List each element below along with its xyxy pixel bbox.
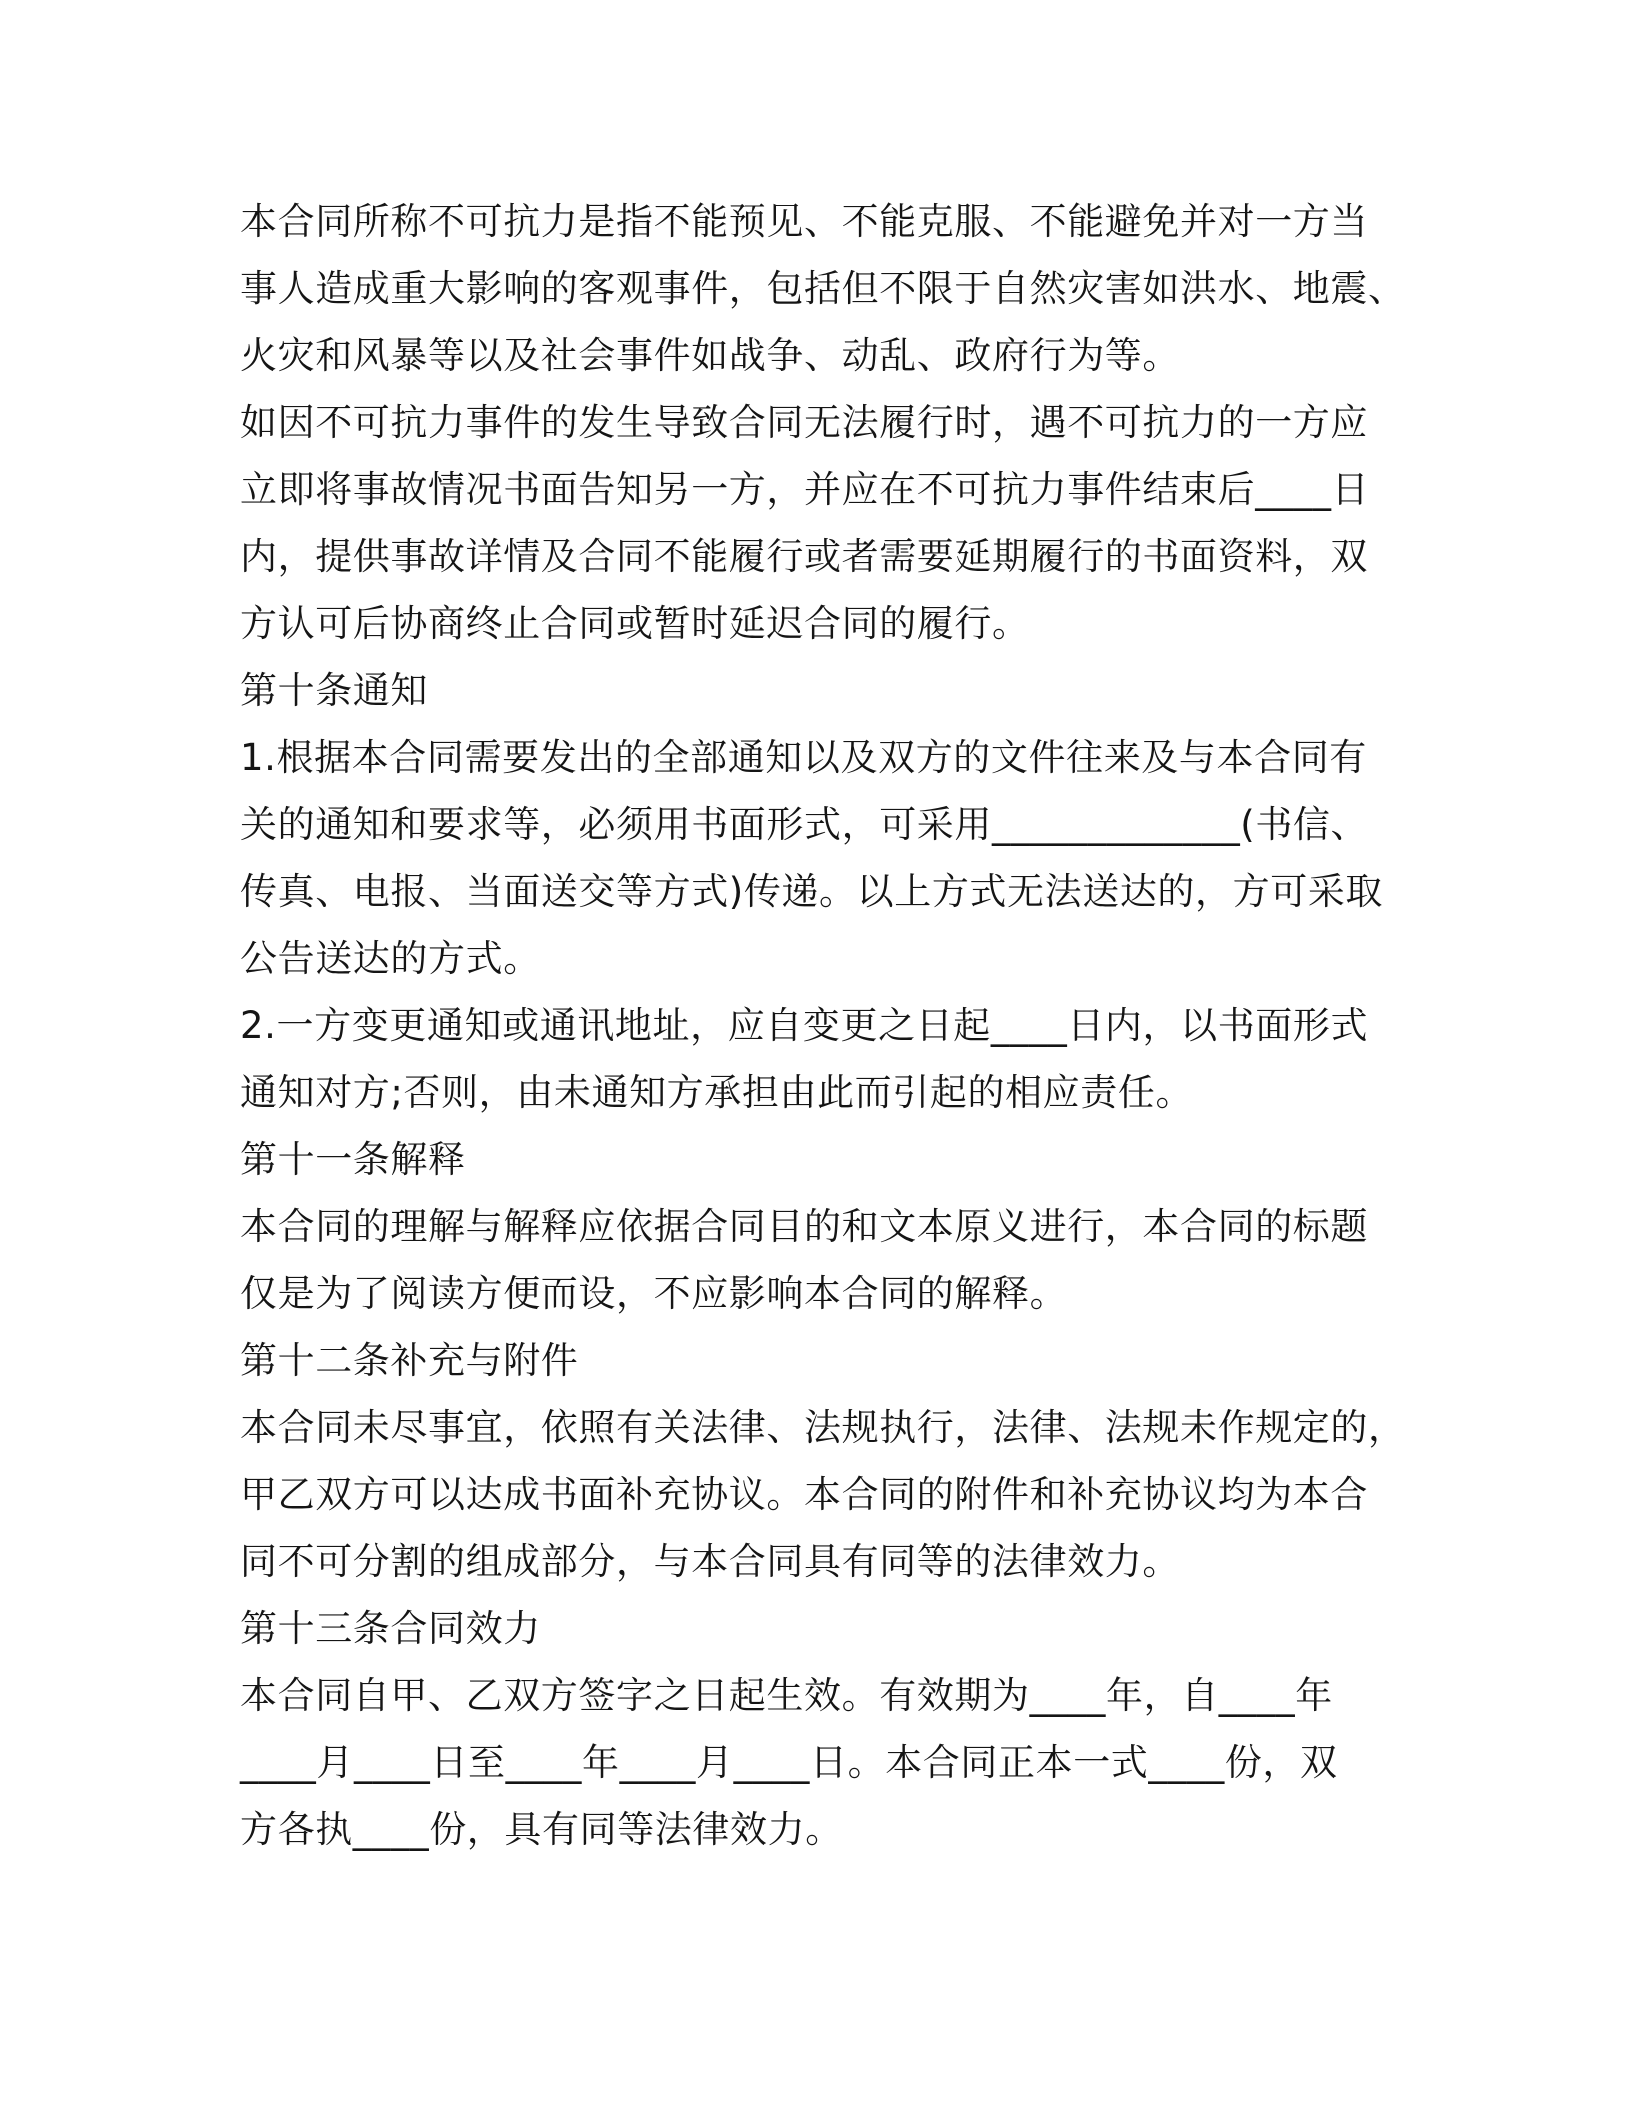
section-heading: 第十二条补充与附件 [240,1339,579,1382]
text-line: 本合同自甲、乙双方签字之日起生效。有效期为____年，自____年 [240,1674,1333,1717]
text-line: 仅是为了阅读方便而设，不应影响本合同的解释。 [240,1272,1068,1315]
text-line: 如因不可抗力事件的发生导致合同无法履行时，遇不可抗力的一方应 [240,401,1368,444]
text-line: 通知对方;否则，由未通知方承担由此而引起的相应责任。 [240,1071,1194,1114]
text-line: 1.根据本合同需要发出的全部通知以及双方的文件往来及与本合同有 [240,736,1367,779]
text-line: 2.一方变更通知或通讯地址，应自变更之日起____日内，以书面形式 [240,1004,1369,1047]
section-heading: 第十三条合同效力 [240,1607,541,1650]
section-heading: 第十条通知 [240,669,428,712]
text-line: 传真、电报、当面送交等方式)传递。以上方式无法送达的，方可采取 [240,870,1384,913]
text-line: 立即将事故情况书面告知另一方，并应在不可抗力事件结束后____日 [240,468,1370,511]
text-line: 甲乙双方可以达成书面补充协议。本合同的附件和补充协议均为本合 [240,1473,1368,1516]
text-line: 关的通知和要求等，必须用书面形式，可采用_____________(书信、 [240,803,1369,846]
text-line: 公告送达的方式。 [240,937,541,980]
text-line: 本合同所称不可抗力是指不能预见、不能克服、不能避免并对一方当 [240,200,1368,243]
text-line: 方认可后协商终止合同或暂时延迟合同的履行。 [240,602,1030,645]
text-line: 火灾和风暴等以及社会事件如战争、动乱、政府行为等。 [240,334,1180,377]
text-line: 事人造成重大影响的客观事件，包括但不限于自然灾害如洪水、地震、 [240,267,1406,310]
section-heading: 第十一条解释 [240,1138,466,1181]
document-body [240,188,1406,1863]
text-line: 同不可分割的组成部分，与本合同具有同等的法律效力。 [240,1540,1180,1583]
text-line: 本合同的理解与解释应依据合同目的和文本原义进行，本合同的标题 [240,1205,1368,1248]
text-line: ____月____日至____年____月____日。本合同正本一式____份，双 [240,1741,1338,1784]
text-line: 方各执____份，具有同等法律效力。 [240,1808,843,1851]
text-line: 内，提供事故详情及合同不能履行或者需要延期履行的书面资料，双 [240,535,1368,578]
text-line: 本合同未尽事宜，依照有关法律、法规执行，法律、法规未作规定的， [240,1406,1406,1449]
